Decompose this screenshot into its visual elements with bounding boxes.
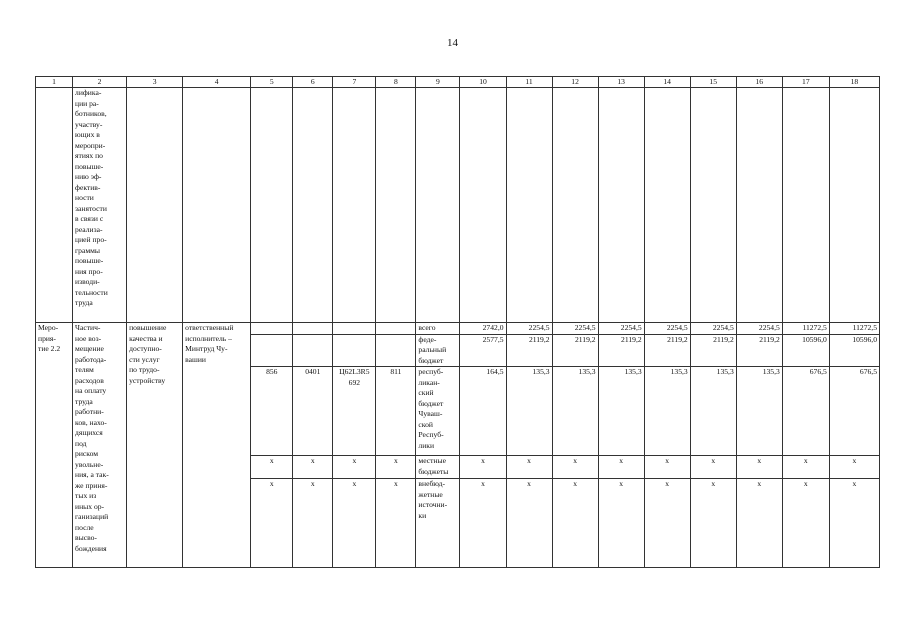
funding-source: всего xyxy=(416,323,460,335)
value-cell: 10596,0 xyxy=(829,334,879,367)
value-cell: 676,5 xyxy=(829,367,879,456)
value-cell: x xyxy=(506,479,552,568)
value-cell: 135,3 xyxy=(506,367,552,456)
value-cell: 2254,5 xyxy=(552,323,598,335)
value-cell: 2119,2 xyxy=(644,334,690,367)
value-cell: 2254,5 xyxy=(736,323,782,335)
value-cell: x xyxy=(644,479,690,568)
value-cell: x xyxy=(829,479,879,568)
value-cell: x xyxy=(782,456,829,479)
budget-code-target xyxy=(333,323,376,335)
column-number-row xyxy=(36,77,880,88)
value-cell: x xyxy=(552,479,598,568)
value-cell: 135,3 xyxy=(690,367,736,456)
column-header: 11 xyxy=(506,77,552,88)
column-header: 17 xyxy=(782,77,829,88)
value-cell: 2119,2 xyxy=(506,334,552,367)
value-cell: x xyxy=(829,456,879,479)
column-header: 2 xyxy=(73,77,127,88)
funding-row-total xyxy=(36,323,880,335)
budget-code-grbs xyxy=(251,334,293,367)
value-cell: x xyxy=(506,456,552,479)
value-cell: 11272,5 xyxy=(782,323,829,335)
column-header: 8 xyxy=(376,77,416,88)
budget-code-expense xyxy=(376,323,416,335)
column-header: 14 xyxy=(644,77,690,88)
funding-source: местные бюджеты xyxy=(416,456,460,479)
value-cell: x xyxy=(552,456,598,479)
budget-code-target: Ц62L3R5 692 xyxy=(333,367,376,456)
funding-source: феде- ральный бюджет xyxy=(416,334,460,367)
value-cell: 135,3 xyxy=(598,367,644,456)
value-cell: 676,5 xyxy=(782,367,829,456)
value-cell: 2119,2 xyxy=(598,334,644,367)
value-cell: 2119,2 xyxy=(552,334,598,367)
column-header: 5 xyxy=(251,77,293,88)
value-cell: x xyxy=(460,456,506,479)
value-cell: 2254,5 xyxy=(644,323,690,335)
value-cell: 135,3 xyxy=(736,367,782,456)
column-header: 10 xyxy=(460,77,506,88)
budget-code-section xyxy=(293,323,333,335)
budget-code-expense: x xyxy=(376,456,416,479)
value-cell: 164,5 xyxy=(460,367,506,456)
continuation-row xyxy=(36,88,880,323)
value-cell: 2742,0 xyxy=(460,323,506,335)
budget-code-target: x xyxy=(333,479,376,568)
budget-code-target: x xyxy=(333,456,376,479)
column-header: 3 xyxy=(127,77,183,88)
budget-code-expense: 811 xyxy=(376,367,416,456)
page-number: 14 xyxy=(447,37,458,49)
value-cell: 11272,5 xyxy=(829,323,879,335)
value-cell: x xyxy=(690,456,736,479)
value-cell: 2577,5 xyxy=(460,334,506,367)
measure-goal: повышение качества и доступно- сти услуг по трудо- устройству xyxy=(127,323,183,568)
value-cell: x xyxy=(460,479,506,568)
budget-code-expense: x xyxy=(376,479,416,568)
column-header: 1 xyxy=(36,77,73,88)
column-header: 18 xyxy=(829,77,879,88)
value-cell: x xyxy=(644,456,690,479)
program-table xyxy=(35,76,880,568)
measure-name: Частич- ное воз- мещение работода- телям расходов на оплату труда работни- ков, нахо- дящихся под риском увольне- ния, а так- же приня- тых из иных ор- ганизаций после высво- бождения xyxy=(73,323,127,568)
value-cell: 2254,5 xyxy=(598,323,644,335)
value-cell: x xyxy=(736,456,782,479)
value-cell: x xyxy=(690,479,736,568)
value-cell: 135,3 xyxy=(644,367,690,456)
column-header: 6 xyxy=(293,77,333,88)
value-cell: 135,3 xyxy=(552,367,598,456)
budget-code-grbs: x xyxy=(251,479,293,568)
value-cell: 2119,2 xyxy=(736,334,782,367)
budget-code-section: x xyxy=(293,456,333,479)
measure-executor: ответственный исполнитель – Минтруд Чу- вашии xyxy=(183,323,251,568)
column-header: 7 xyxy=(333,77,376,88)
column-header: 9 xyxy=(416,77,460,88)
value-cell: 2254,5 xyxy=(506,323,552,335)
column-header: 13 xyxy=(598,77,644,88)
continuation-description: лифика- ции ра- ботников, участву- ющих в меропри- ятиях по повыше- нию эф- фектив- ности занятости в связи с реализа- цией про- граммы повыше- ния про- изводи- тельности труда xyxy=(73,88,127,323)
budget-code-expense xyxy=(376,334,416,367)
value-cell: x xyxy=(598,479,644,568)
budget-code-grbs: 856 xyxy=(251,367,293,456)
column-header: 15 xyxy=(690,77,736,88)
value-cell: x xyxy=(782,479,829,568)
budget-code-grbs: x xyxy=(251,456,293,479)
measure-code: Меро- прия- тие 2.2 xyxy=(36,323,73,568)
budget-code-section: x xyxy=(293,479,333,568)
budget-code-grbs xyxy=(251,323,293,335)
value-cell: 2119,2 xyxy=(690,334,736,367)
value-cell: 2254,5 xyxy=(690,323,736,335)
budget-code-section: 0401 xyxy=(293,367,333,456)
funding-source: респуб- ликан- ский бюджет Чуваш- ской Респуб- лики xyxy=(416,367,460,456)
column-header: 4 xyxy=(183,77,251,88)
budget-code-section xyxy=(293,334,333,367)
budget-code-target xyxy=(333,334,376,367)
funding-source: внебюд- жетные источни- ки xyxy=(416,479,460,568)
value-cell: 10596,0 xyxy=(782,334,829,367)
value-cell: x xyxy=(598,456,644,479)
column-header: 12 xyxy=(552,77,598,88)
value-cell: x xyxy=(736,479,782,568)
column-header: 16 xyxy=(736,77,782,88)
